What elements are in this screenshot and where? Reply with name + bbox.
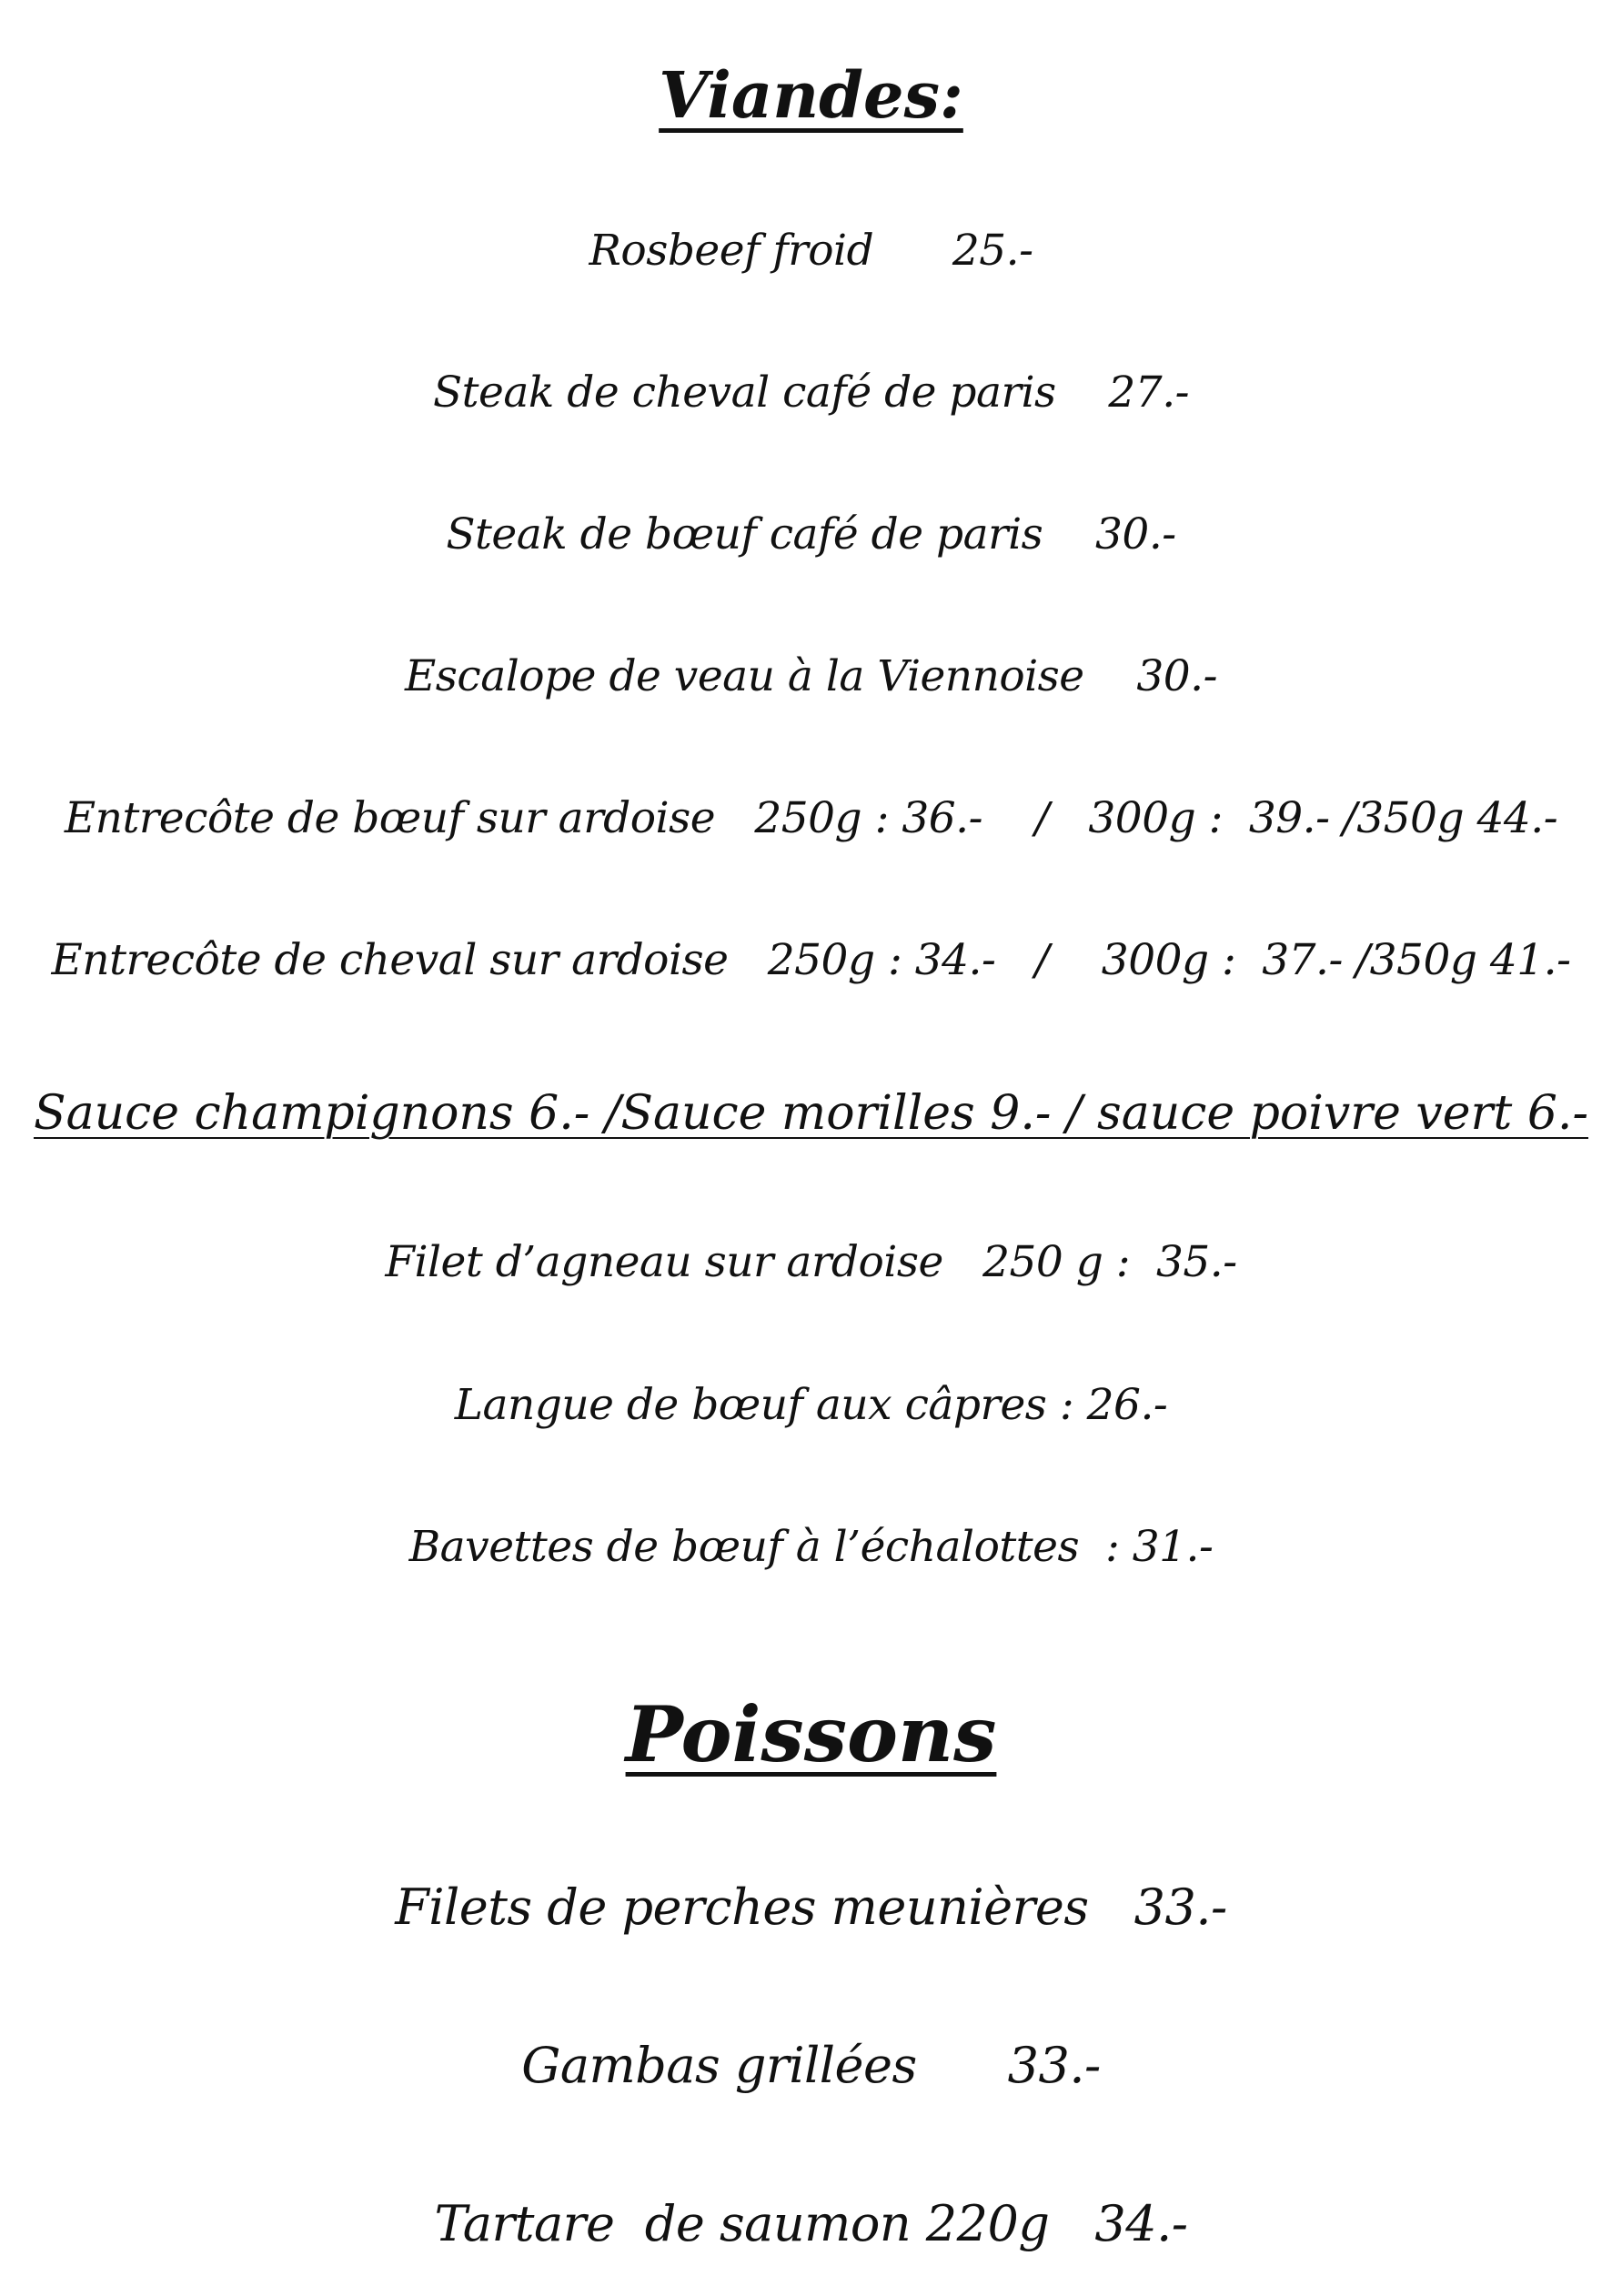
menu-item: Entrecôte de cheval sur ardoise 250g : 34.- / 300g : 37.- /350g 41.- [51,935,1571,985]
section-title-viandes: Viandes: [659,57,963,133]
menu-item: Entrecôte de bœuf sur ardoise 250g : 36.- / 300g : 39.- /350g 44.- [64,793,1558,843]
menu-item: Tartare de saumon 220g 34.- [434,2195,1188,2252]
menu-item: Steak de cheval café de paris 27.- [432,368,1190,418]
menu-item: Gambas grillées 33.- [521,2037,1101,2094]
sauce-options: Sauce champignons 6.- /Sauce morilles 9.- / sauce poivre vert 6.- [33,1086,1589,1141]
menu-item: Escalope de veau à la Viennoise 30.- [405,651,1217,701]
section-title-poissons: Poissons [625,1689,997,1779]
menu-item: Bavettes de bœuf à l’échalottes : 31.- [408,1522,1214,1572]
menu-item: Steak de bœuf café de paris 30.- [446,509,1176,559]
menu-item: Langue de bœuf aux câpres : 26.- [454,1380,1168,1430]
menu-item: Rosbeef froid 25.- [589,226,1033,276]
menu-item: Filet d’agneau sur ardoise 250 g : 35.- [385,1237,1237,1287]
menu-item: Filets de perches meunières 33.- [395,1878,1227,1936]
